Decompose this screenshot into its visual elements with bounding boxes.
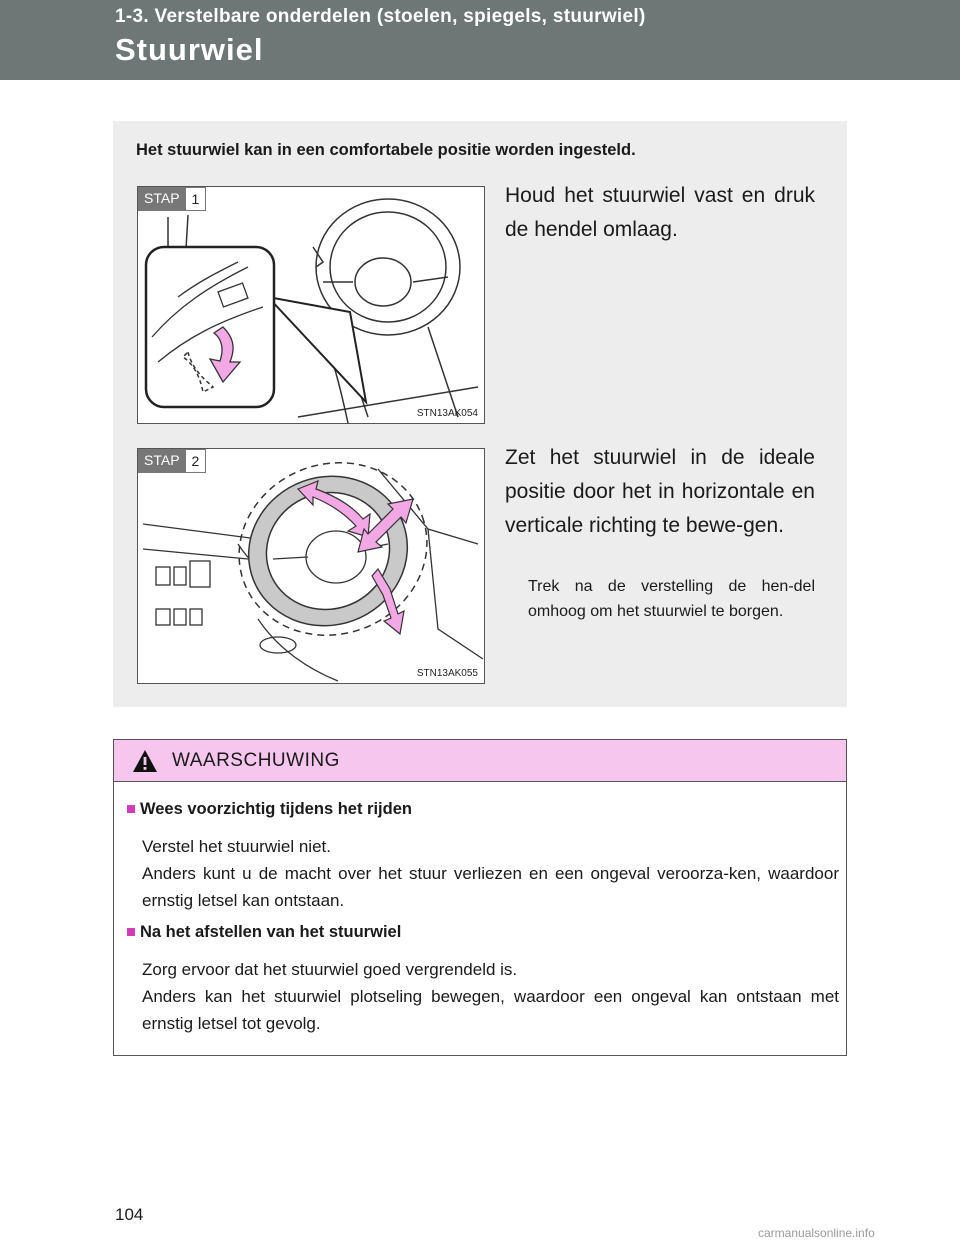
step-label: STAP — [138, 187, 186, 211]
warning-item-body — [142, 833, 839, 914]
figure-code: STN13AK054 — [416, 408, 478, 419]
step-label: STAP — [138, 449, 186, 473]
steering-lever-illustration — [138, 187, 485, 424]
step-2-text: Zet het stuurwiel in de ideale positie door het in horizontale en verticale richting te bewe-gen. — [505, 446, 815, 537]
warning-item-body — [142, 956, 839, 1037]
step-1-figure — [137, 186, 485, 424]
step-badge — [138, 449, 206, 473]
step-2-note: Trek na de verstelling de hen-del omhoog om het stuurwiel te borgen. — [528, 578, 815, 620]
steering-adjust-illustration — [138, 449, 485, 684]
bullet-square-icon: ■ — [126, 923, 136, 941]
warning-item-title: ■ Wees voorzichtig tijdens het rijden — [126, 800, 412, 818]
warning-line: Zorg ervoor dat het stuurwiel goed vergrendeld is. — [142, 960, 518, 979]
page-header — [0, 0, 960, 80]
warning-heading: WAARSCHUWING — [172, 750, 340, 771]
step-2-figure — [137, 448, 485, 684]
page-title: Stuurwiel — [115, 32, 264, 67]
intro-text: Het stuurwiel kan in een comfortabele positie worden ingesteld. — [136, 141, 636, 159]
warning-box — [113, 739, 847, 1056]
warning-triangle-icon — [132, 749, 158, 773]
warning-line: Anders kan het stuurwiel plotseling bewegen, waardoor een ongeval kan ontstaan met ernstig letsel tot gevolg. — [142, 987, 839, 1033]
warning-line: Anders kunt u de macht over het stuur verliezen en een ongeval veroorza-ken, waardoor ernstig letsel kan ontstaan. — [142, 864, 839, 910]
watermark: carmanualsonline.info — [758, 1226, 875, 1240]
warning-line: Verstel het stuurwiel niet. — [142, 837, 331, 856]
step-number: 2 — [186, 449, 207, 473]
bullet-square-icon: ■ — [126, 800, 136, 818]
figure-code: STN13AK055 — [416, 668, 478, 679]
section-title: 1-3. Verstelbare onderdelen (stoelen, spiegels, stuurwiel) — [115, 6, 646, 27]
step-badge — [138, 187, 206, 211]
step-number: 1 — [186, 187, 207, 211]
step-1-text: Houd het stuurwiel vast en druk de hendel omlaag. — [505, 184, 815, 241]
page-number: 104 — [115, 1205, 144, 1224]
instruction-panel — [113, 121, 847, 707]
warning-item-title: ■ Na het afstellen van het stuurwiel — [126, 923, 402, 941]
warning-header — [114, 740, 846, 782]
